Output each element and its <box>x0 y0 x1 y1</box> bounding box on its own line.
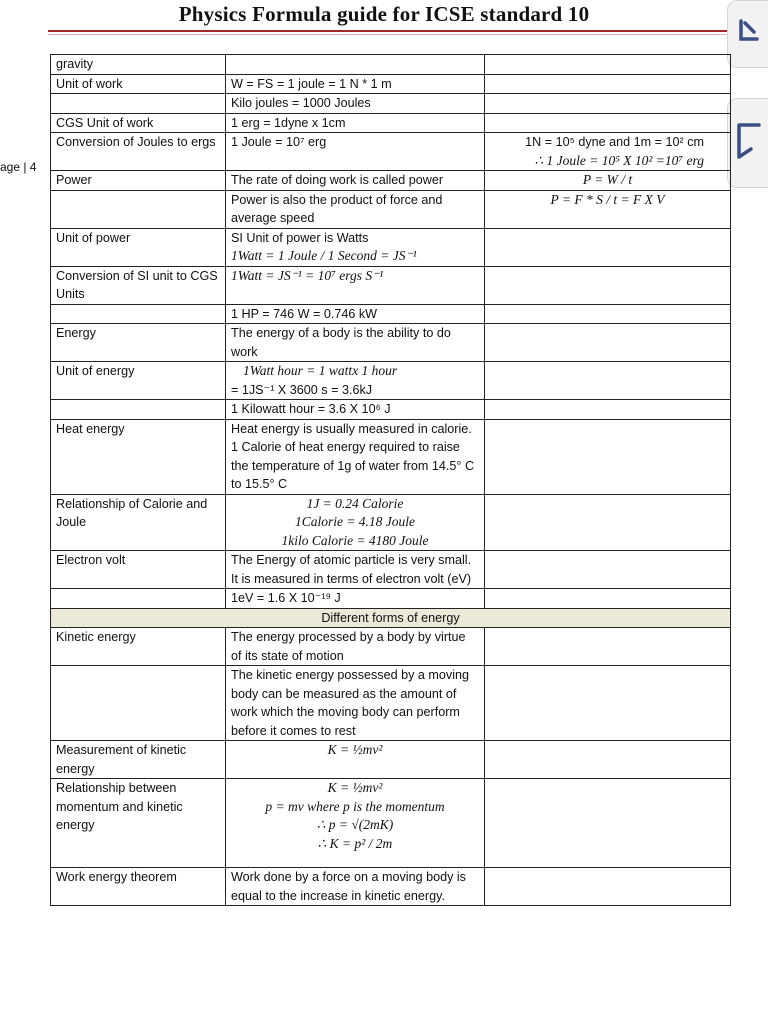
download-icon <box>735 17 761 52</box>
note-line: 1N = 10⁵ dyne and 1m = 10² cm <box>525 135 704 149</box>
note-cell <box>485 55 731 75</box>
formula-line: 1J = 0.24 Calorie <box>306 495 404 511</box>
formula-line: p = mv where p is the momentum <box>265 798 445 814</box>
topic-cell: Unit of power <box>51 228 226 266</box>
topic-cell: Relationship between momentum and kinetic energy <box>51 779 226 868</box>
table-row <box>51 362 731 400</box>
topic-cell <box>51 304 226 324</box>
note-cell <box>485 113 731 133</box>
note-cell <box>485 362 731 400</box>
note-cell <box>485 589 731 609</box>
topic-cell: Power <box>51 171 226 191</box>
topic-cell: Energy <box>51 324 226 362</box>
formula-line: ∴ p = √(2mK) <box>316 817 394 832</box>
formula-line: 1Watt = 1 Joule / 1 Second = JS⁻¹ <box>231 248 417 263</box>
topic-cell <box>51 589 226 609</box>
table-row <box>51 228 731 266</box>
formula-line: K = ½mv² <box>327 780 383 795</box>
topic-cell <box>51 190 226 228</box>
bookmark-icon <box>735 121 761 166</box>
formula-cell: The rate of doing work is called power <box>226 171 485 191</box>
formula-cell: 1Watt = JS⁻¹ = 10⁷ ergs S⁻¹ <box>226 266 485 304</box>
topic-cell: Conversion of Joules to ergs <box>51 133 226 171</box>
topic-cell: Measurement of kinetic energy <box>51 741 226 779</box>
table-row <box>51 304 731 324</box>
formula-cell: W = FS = 1 joule = 1 N * 1 m <box>226 74 485 94</box>
topic-cell: CGS Unit of work <box>51 113 226 133</box>
table-row <box>51 628 731 666</box>
topic-cell: Unit of work <box>51 74 226 94</box>
note-cell <box>485 133 731 171</box>
table-row <box>51 400 731 420</box>
table-row <box>51 55 731 75</box>
table-row <box>51 113 731 133</box>
note-cell <box>485 741 731 779</box>
formula-line: = 1JS⁻¹ X 3600 s = 3.6kJ <box>231 382 373 397</box>
topic-cell: Relationship of Calorie and Joule <box>51 494 226 551</box>
section-heading-row <box>51 608 731 628</box>
formula-cell <box>226 494 485 551</box>
topic-cell: Unit of energy <box>51 362 226 400</box>
table-row <box>51 133 731 171</box>
formula-cell: 1 Kilowatt hour = 3.6 X 10⁶ J <box>226 400 485 420</box>
topic-cell <box>51 400 226 420</box>
note-cell <box>485 324 731 362</box>
page-title: Physics Formula guide for ICSE standard 10 <box>178 2 590 26</box>
note-cell <box>485 74 731 94</box>
formula-cell: The energy of a body is the ability to do work <box>226 324 485 362</box>
formula-cell: 1 HP = 746 W = 0.746 kW <box>226 304 485 324</box>
table-row <box>51 589 731 609</box>
topic-cell: Work energy theorem <box>51 868 226 906</box>
formula-cell: 1 erg = 1dyne x 1cm <box>226 113 485 133</box>
section-heading: Different forms of energy <box>51 608 731 628</box>
note-cell <box>485 266 731 304</box>
note-line: ∴ 1 Joule = 10⁵ X 10² =10⁷ erg <box>534 152 704 168</box>
note-cell <box>485 868 731 906</box>
table-row <box>51 324 731 362</box>
formula-line: 1kilo Calorie = 4180 Joule <box>281 532 429 548</box>
table-row <box>51 94 731 114</box>
note-cell <box>485 494 731 551</box>
table-row <box>51 266 731 304</box>
formula-cell: The energy processed by a body by virtue of its state of motion <box>226 628 485 666</box>
note-cell <box>485 400 731 420</box>
formula-cell <box>226 779 485 868</box>
page-number-label: age | 4 <box>0 160 37 174</box>
table-row <box>51 74 731 94</box>
formula-cell: 1eV = 1.6 X 10⁻¹⁹ J <box>226 589 485 609</box>
formula-line: 1Watt hour = 1 wattx 1 hour <box>243 363 398 378</box>
note-cell <box>485 304 731 324</box>
formula-line: SI Unit of power is Watts <box>231 230 369 245</box>
note-cell <box>485 94 731 114</box>
table-row <box>51 868 731 906</box>
note-cell <box>485 551 731 589</box>
formula-cell <box>226 228 485 266</box>
formula-cell: K = ½mv² <box>226 741 485 779</box>
topic-cell: Heat energy <box>51 419 226 494</box>
formula-cell: Power is also the product of force and average speed <box>226 190 485 228</box>
formula-cell <box>226 362 485 400</box>
table-row <box>51 190 731 228</box>
note-cell <box>485 628 731 666</box>
formula-table <box>50 54 731 906</box>
table-row <box>51 419 731 494</box>
table-row <box>51 551 731 589</box>
note-cell: P = F * S / t = F X V <box>485 190 731 228</box>
table-row <box>51 494 731 551</box>
topic-cell: gravity <box>51 55 226 75</box>
note-cell <box>485 666 731 741</box>
formula-cell: Work done by a force on a moving body is equal to the increase in kinetic energy. <box>226 868 485 906</box>
note-cell <box>485 419 731 494</box>
topic-cell: Kinetic energy <box>51 628 226 666</box>
topic-cell: Electron volt <box>51 551 226 589</box>
formula-cell: Heat energy is usually measured in calorie. 1 Calorie of heat energy required to raise the temperature of 1g of water from 14.5° C to 15.5° C <box>226 419 485 494</box>
table-row <box>51 171 731 191</box>
formula-line: ∴ K = p² / 2m <box>317 835 393 851</box>
note-cell: P = W / t <box>485 171 731 191</box>
bookmark-button[interactable] <box>727 98 768 188</box>
note-cell <box>485 228 731 266</box>
topic-cell <box>51 94 226 114</box>
table-row <box>51 741 731 779</box>
formula-cell <box>226 55 485 75</box>
formula-cell: The kinetic energy possessed by a moving body can be measured as the amount of work which the moving body can perform before it comes to rest <box>226 666 485 741</box>
title-rule <box>48 30 728 32</box>
title-rule-shadow <box>48 34 728 35</box>
formula-cell: The Energy of atomic particle is very small. It is measured in terms of electron volt (eV) <box>226 551 485 589</box>
table-row <box>51 779 731 868</box>
formula-cell: Kilo joules = 1000 Joules <box>226 94 485 114</box>
note-cell <box>485 779 731 868</box>
formula-cell: 1 Joule = 10⁷ erg <box>226 133 485 171</box>
topic-cell <box>51 666 226 741</box>
formula-line: 1Calorie = 4.18 Joule <box>294 514 416 529</box>
download-button[interactable] <box>727 0 768 68</box>
table-row <box>51 666 731 741</box>
topic-cell: Conversion of SI unit to CGS Units <box>51 266 226 304</box>
